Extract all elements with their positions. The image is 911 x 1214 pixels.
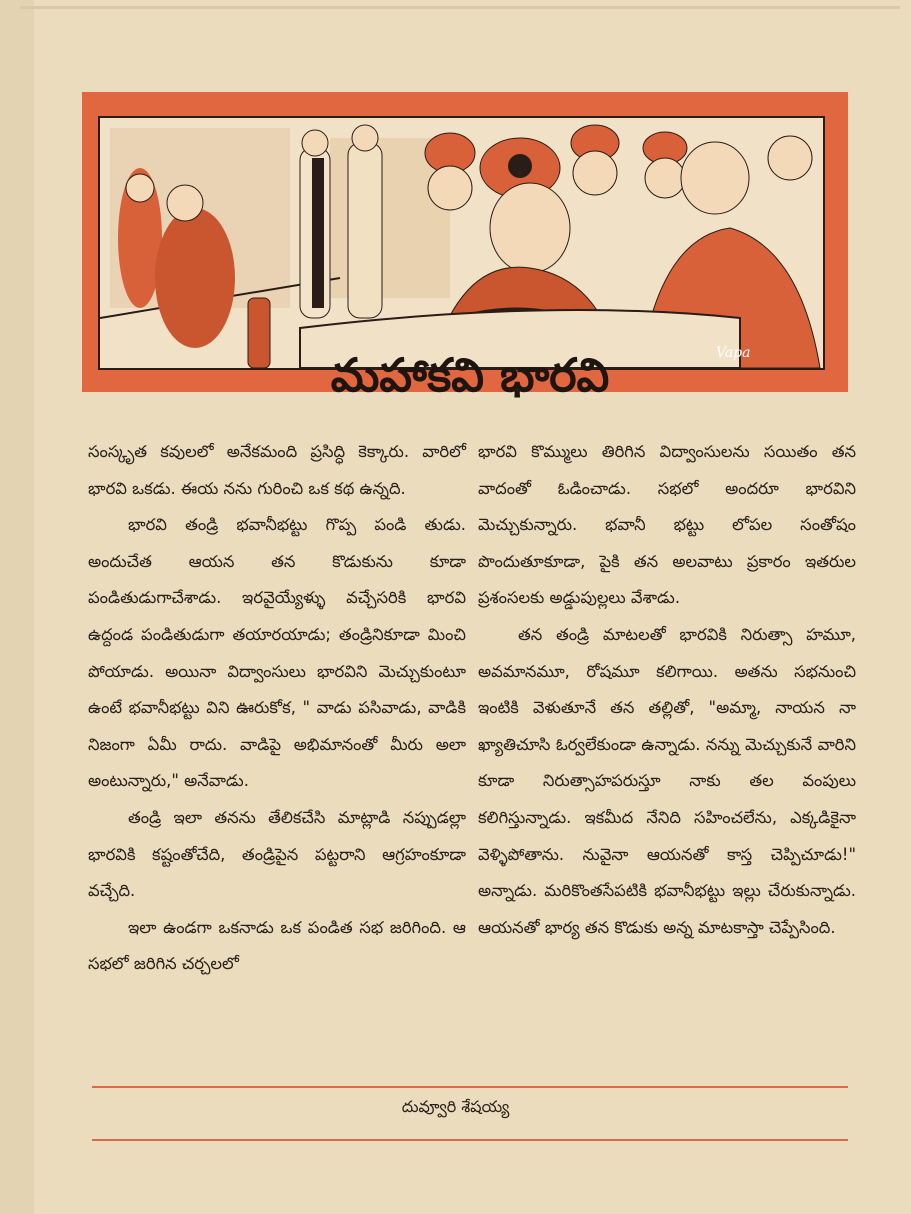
right-column	[478, 434, 856, 946]
page-binding-edge	[0, 0, 34, 1214]
illustration	[98, 116, 825, 370]
left-column	[88, 434, 466, 983]
paragraph: తన తండ్రి మాటలతో భారవికి నిరుత్సా హమూ, అవమానమూ, రోషమూ కలిగాయి. అతను సభనుంచి ఇంటికి వెళుతూనే తన తల్లితో, "అమ్మా, నాయన నా ఖ్యాతిచూసి ఓర్వలేకుండా ఉన్నాడు. నన్ను మెచ్చుకునే వారిని కూడా నిరుత్సాహపరుస్తూ నాకు తల వంపులు కలిగిస్తున్నాడు. ఇకమీద నేనిది సహించలేను, ఎక్కడికైనా వెళ్ళిపోతాను. నువైనా ఆయనతో కాస్త చెప్పిచూడు!" అన్నాడు. మరికొంతసేపటికి భవానీభట్టు ఇల్లు చేరుకున్నాడు. ఆయనతో భార్య తన కొడుకు అన్న మాటకాస్తా చెప్పేసింది.	[478, 624, 856, 937]
article-title: మహాకవి భారవి	[330, 348, 610, 402]
artist-signature: Vapa	[716, 345, 751, 361]
paragraph: ఇలా ఉండగా ఒకనాడు ఒక పండిత సభ జరిగింది. ఆ సభలో జరిగిన చర్చలలో	[88, 917, 466, 974]
divider-bottom	[92, 1139, 848, 1141]
paragraph: సంస్కృత కవులలో అనేకమంది ప్రసిద్ధి కెక్కారు. వారిలో భారవి ఒకడు. ఈయ నను గురించి ఒక కథ ఉన్నది.	[88, 442, 466, 498]
divider-top	[92, 1086, 848, 1088]
paragraph: తండ్రి ఇలా తనను తేలికచేసి మాట్లాడి నప్పుడల్లా భారవికి కష్టంతోచేది, తండ్రిపైన పట్టరాని ఆగ్రహంకూడా వచ్చేది.	[88, 807, 466, 901]
author-name: దువ్వూరి శేషయ్య	[401, 1097, 510, 1116]
paragraph: భారవి కొమ్ములు తిరిగిన విద్వాంసులను సయితం తన వాదంతో ఓడించాడు. సభలో అందరూ భారవిని మెచ్చుకున్నారు. భవానీ భట్టు లోపల సంతోషం పొందుతూకూడా, పైకి తన అలవాటు ప్రకారం ఇతరుల ప్రశంసలకు అడ్డుపుల్లలు వేశాడు.	[478, 442, 856, 608]
paragraph: భారవి తండ్రి భవానీభట్టు గొప్ప పండి తుడు. అందుచేత ఆయన తన కొడుకును కూడా పండితుడుగాచేశాడు. ఇరవైయ్యేళ్ళు వచ్చేసరికి భారవి ఉద్దండ పండితుడుగా తయారయాడు; తండ్రినికూడా మించి పోయాడు. అయినా విద్వాంసులు భారవిని మెచ్చుకుంటూ ఉంటే భవానీభట్టు విని ఊరుకోక, " వాడు పసివాడు, వాడికి నిజంగా ఏమీ రాదు. వాడిపై అభిమానంతో మీరు అలా అంటున్నారు," అనేవాడు.	[88, 515, 466, 791]
page-top-edge	[20, 6, 900, 9]
